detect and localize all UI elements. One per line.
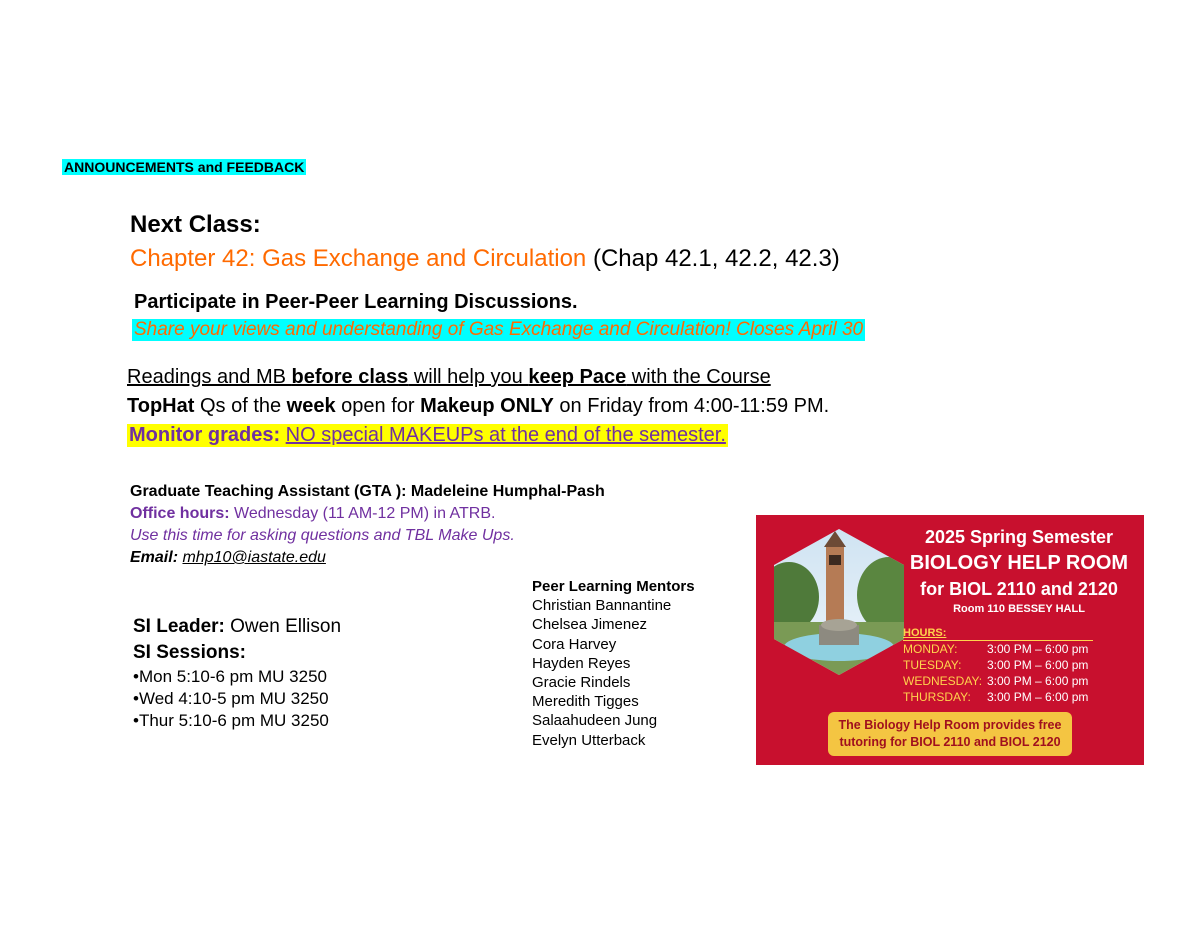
list-item: Cora Harvey [532, 635, 617, 653]
gta-office-value: Wednesday (11 AM-12 PM) in ATRB. [234, 505, 496, 522]
hours-time: 3:00 PM – 6:00 pm [987, 642, 1089, 656]
readings-text-2: will help you [408, 366, 529, 388]
readings-text-1: Readings and MB [127, 366, 292, 388]
list-item: Christian Bannantine [532, 597, 672, 615]
help-room-note [828, 712, 1072, 756]
si-leader-name: Owen Ellison [230, 616, 342, 637]
tophat-week: week [286, 395, 336, 417]
gta-email-link[interactable]: mhp10@iastate.edu [182, 549, 326, 566]
hours-row [903, 674, 1138, 688]
list-item: Salaahudeen Jung [532, 712, 658, 730]
next-class-chapter-line [130, 245, 840, 273]
list-item: Chelsea Jimenez [532, 616, 648, 634]
help-room-hours-label: HOURS: [903, 627, 947, 639]
hours-row [903, 642, 1138, 656]
list-item: •Wed 4:10-5 pm MU 3250 [133, 689, 329, 708]
help-room-location: Room 110 BESSEY HALL [953, 603, 1085, 615]
mentors-title: Peer Learning Mentors [532, 578, 695, 595]
help-room-note-line: The Biology Help Room provides free [838, 718, 1062, 732]
monitor-grades-text: NO special MAKEUPs at the end of the semester. [285, 424, 726, 446]
list-item: Gracie Rindels [532, 674, 631, 692]
tophat-makeup-only: Makeup ONLY [420, 395, 554, 417]
gta-use-time: Use this time for asking questions and TBL Make Ups. [130, 527, 515, 544]
monitor-grades-label: Monitor grades: [129, 424, 286, 446]
list-item: Hayden Reyes [532, 654, 631, 672]
monitor-grades-reminder [127, 424, 728, 447]
tophat-text-3: on Friday from 4:00-11:59 PM. [553, 395, 830, 417]
biology-help-room-flyer [756, 515, 1144, 765]
peer-discussion-title: Participate in Peer-Peer Learning Discussions. [134, 291, 578, 313]
hours-time: 3:00 PM – 6:00 pm [987, 658, 1089, 672]
help-room-title: BIOLOGY HELP ROOM [909, 552, 1129, 574]
hours-divider [903, 640, 1093, 641]
hours-time: 3:00 PM – 6:00 pm [987, 690, 1089, 704]
gta-office-label: Office hours: [130, 505, 235, 522]
list-item: Meredith Tigges [532, 693, 639, 711]
si-leader-label: SI Leader: [133, 616, 231, 637]
readings-text-3: with the Course [626, 366, 771, 388]
announcements-banner: ANNOUNCEMENTS and FEEDBACK [64, 159, 305, 175]
list-item: •Mon 5:10-6 pm MU 3250 [133, 667, 327, 686]
tophat-text-1: Qs of the [194, 395, 287, 417]
hours-time: 3:00 PM – 6:00 pm [987, 674, 1089, 688]
chapter-title: Chapter 42: Gas Exchange and Circulation [130, 245, 587, 272]
campanile-photo-icon [764, 527, 914, 677]
peer-mentors [532, 577, 695, 750]
tophat-name: TopHat [127, 395, 195, 417]
peer-discussion-share: Share your views and understanding of Gas Exchange and Circulation! Closes April 30 [134, 319, 864, 340]
hours-row [903, 690, 1138, 704]
readings-reminder [127, 366, 771, 389]
help-room-semester: 2025 Spring Semester [924, 527, 1114, 547]
list-item: •Thur 5:10-6 pm MU 3250 [133, 711, 329, 730]
tophat-reminder [127, 395, 829, 418]
hours-day: TUESDAY: [903, 658, 962, 672]
next-class-title: Next Class: [130, 211, 261, 238]
tophat-text-2: open for [335, 395, 421, 417]
hours-day: THURSDAY: [903, 690, 971, 704]
list-item: Evelyn Utterback [532, 731, 646, 749]
si-sessions-label: SI Sessions: [133, 642, 246, 663]
hours-row [903, 658, 1138, 672]
readings-before-class: before class [291, 366, 409, 388]
help-room-note-line: tutoring for BIOL 2110 and BIOL 2120 [839, 735, 1061, 749]
si-info [133, 614, 341, 732]
hours-day: MONDAY: [903, 642, 958, 656]
hours-day: WEDNESDAY: [903, 674, 983, 688]
gta-email-label: Email: [130, 549, 183, 566]
chapter-sections: (Chap 42.1, 42.2, 42.3) [586, 245, 840, 272]
gta-title: Graduate Teaching Assistant (GTA ): Madeleine Humphal-Pash [130, 483, 605, 500]
readings-keep-pace: keep Pace [528, 366, 627, 388]
gta-info [130, 481, 605, 569]
help-room-courses: for BIOL 2110 and 2120 [920, 579, 1118, 599]
